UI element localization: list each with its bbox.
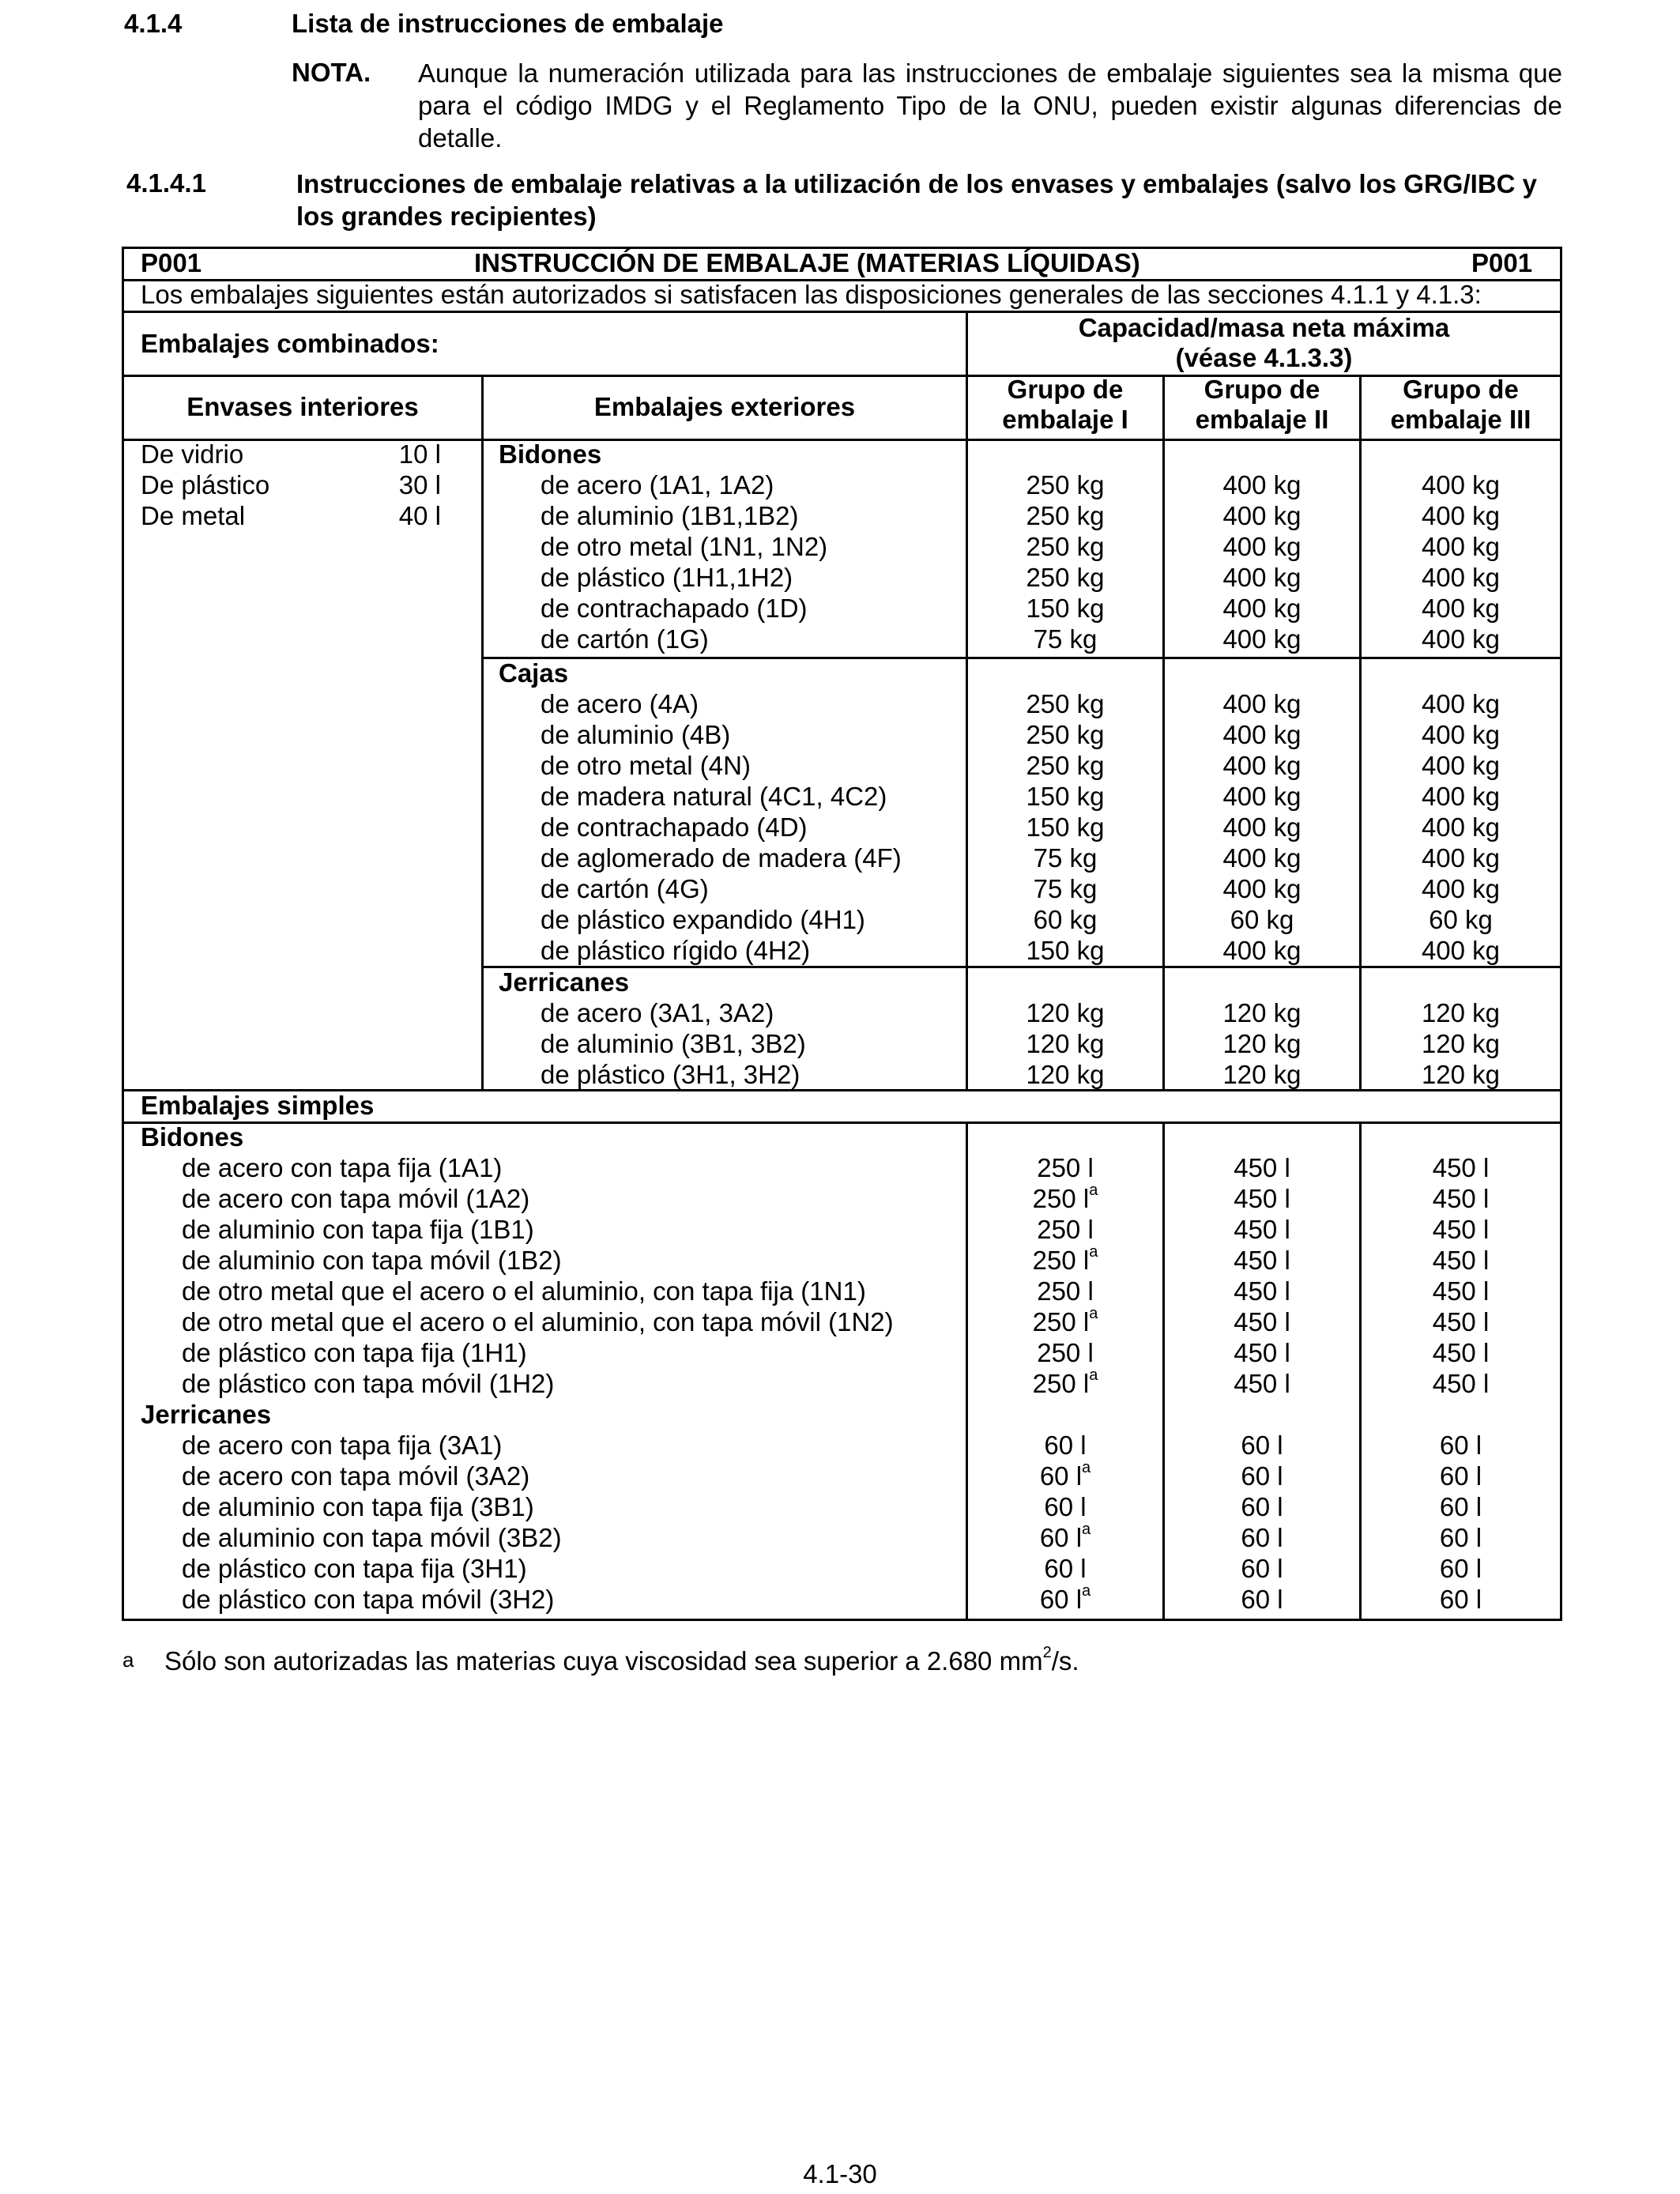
footnote-mark: a bbox=[122, 1648, 134, 1672]
max-net-mass-value: 250 kg bbox=[1026, 470, 1105, 499]
footnote-ref: a bbox=[1089, 1305, 1098, 1322]
max-net-mass-value: 150 kg bbox=[1026, 812, 1105, 842]
max-net-mass-value: 120 kg bbox=[1222, 1029, 1301, 1058]
footnote-ref: a bbox=[1089, 1182, 1098, 1199]
outer-packaging-row-label: de cartón (1G) bbox=[541, 624, 709, 654]
capacity-label: Capacidad/masa neta máxima bbox=[1078, 313, 1450, 342]
max-net-mass-value: 75 kg bbox=[1033, 624, 1098, 654]
max-net-mass-value: 400 kg bbox=[1421, 624, 1501, 654]
max-capacity-value: 60 $l^a$ bbox=[1039, 1521, 1091, 1552]
max-capacity-value: 450 l bbox=[1432, 1307, 1490, 1336]
max-net-mass-value: 60 kg bbox=[1033, 905, 1098, 934]
max-capacity-value: 250 l bbox=[1037, 1338, 1094, 1367]
outer-packaging-row-label: de plástico rígido (4H2) bbox=[541, 936, 811, 965]
group-header-line2: embalaje II bbox=[1195, 405, 1329, 434]
single-packaging-row-label: de aluminio con tapa fija (3B1) bbox=[182, 1492, 534, 1521]
outer-section-heading: Jerricanes bbox=[499, 967, 630, 997]
max-net-mass-value: 400 kg bbox=[1421, 812, 1501, 842]
max-net-mass-value: 150 kg bbox=[1026, 936, 1105, 965]
outer-section-heading: Cajas bbox=[499, 658, 569, 688]
single-packaging-row-label: de acero con tapa fija (3A1) bbox=[182, 1431, 503, 1460]
max-net-mass-value: 400 kg bbox=[1222, 594, 1301, 623]
max-net-mass-value: 400 kg bbox=[1421, 843, 1501, 873]
inner-packaging-name: De plástico bbox=[141, 470, 270, 499]
max-net-mass-value: 75 kg bbox=[1033, 843, 1098, 873]
max-net-mass-value: 120 kg bbox=[1421, 1060, 1501, 1089]
max-capacity-value: 60 l bbox=[1044, 1431, 1087, 1460]
max-capacity-value: 60 l bbox=[1439, 1554, 1482, 1583]
max-net-mass-value: 250 kg bbox=[1026, 501, 1105, 530]
max-net-mass-value: 250 kg bbox=[1026, 563, 1105, 592]
max-capacity-value: 450 l bbox=[1234, 1276, 1290, 1306]
inner-packaging-capacity: 30 l bbox=[398, 470, 441, 499]
max-capacity-value: 250 l bbox=[1037, 1153, 1094, 1182]
max-net-mass-value: 400 kg bbox=[1222, 874, 1301, 903]
single-packagings-label: Embalajes simples bbox=[141, 1091, 375, 1120]
outer-packaging-row-label: de aluminio (4B) bbox=[541, 720, 731, 749]
outer-packaging-row-label: de plástico (1H1,1H2) bbox=[541, 563, 793, 592]
max-net-mass-value: 120 kg bbox=[1421, 998, 1501, 1027]
subsection-number: 4.1.4.1 bbox=[126, 168, 206, 198]
max-capacity-value: 450 l bbox=[1234, 1307, 1290, 1336]
max-capacity-value: 60 l bbox=[1044, 1492, 1087, 1521]
max-capacity-value: 60 $l^a$ bbox=[1039, 1459, 1091, 1491]
max-capacity-value: 450 l bbox=[1432, 1184, 1490, 1213]
single-packaging-row-label: de plástico con tapa móvil (1H2) bbox=[182, 1369, 555, 1398]
nota-text: Aunque la numeración utilizada para las instrucciones de embalaje siguientes sea la misma que para el código IMDG y el Reglamento Tipo de la ONU, pueden existir algunas diferencias de detalle. bbox=[418, 58, 1562, 153]
max-net-mass-value: 120 kg bbox=[1026, 998, 1105, 1027]
inner-packaging-name: De metal bbox=[141, 501, 246, 530]
max-net-mass-value: 400 kg bbox=[1222, 563, 1301, 592]
max-net-mass-value: 400 kg bbox=[1222, 501, 1301, 530]
outer-packaging-row-label: de aluminio (1B1,1B2) bbox=[541, 501, 799, 530]
page-number: 4.1-30 bbox=[803, 2159, 877, 2188]
max-capacity-value: 450 l bbox=[1234, 1215, 1290, 1244]
max-capacity-value: 250 $l^a$ bbox=[1032, 1182, 1098, 1213]
single-packaging-row-label: de aluminio con tapa móvil (1B2) bbox=[182, 1246, 562, 1275]
outer-packaging-row-label: de acero (3A1, 3A2) bbox=[541, 998, 774, 1027]
max-net-mass-value: 120 kg bbox=[1222, 998, 1301, 1027]
single-packaging-row-label: de acero con tapa móvil (3A2) bbox=[182, 1461, 530, 1491]
max-capacity-value: 450 l bbox=[1234, 1184, 1290, 1213]
max-capacity-value: 450 l bbox=[1432, 1246, 1490, 1275]
max-net-mass-value: 400 kg bbox=[1421, 874, 1501, 903]
max-capacity-value: 60 l bbox=[1241, 1585, 1283, 1614]
outer-packagings-header: Embalajes exteriores bbox=[593, 392, 856, 421]
max-net-mass-value: 400 kg bbox=[1222, 470, 1301, 499]
single-packaging-row-label: de aluminio con tapa fija (1B1) bbox=[182, 1215, 534, 1244]
footnote-ref: a bbox=[1082, 1521, 1091, 1538]
single-packaging-row-label: de aluminio con tapa móvil (3B2) bbox=[182, 1523, 562, 1552]
max-net-mass-value: 400 kg bbox=[1222, 812, 1301, 842]
max-capacity-value: 450 l bbox=[1234, 1246, 1290, 1275]
group-header-line2: embalaje III bbox=[1390, 405, 1531, 434]
max-capacity-value: 450 l bbox=[1234, 1153, 1290, 1182]
outer-packaging-row-label: de contrachapado (4D) bbox=[541, 812, 808, 842]
max-net-mass-value: 400 kg bbox=[1421, 936, 1501, 965]
outer-packaging-row-label: de aluminio (3B1, 3B2) bbox=[541, 1029, 806, 1058]
outer-packaging-row-label: de contrachapado (1D) bbox=[541, 594, 808, 623]
max-net-mass-value: 400 kg bbox=[1222, 689, 1301, 718]
max-capacity-value: 450 l bbox=[1432, 1215, 1490, 1244]
max-capacity-value: 250 l bbox=[1037, 1215, 1094, 1244]
max-net-mass-value: 400 kg bbox=[1421, 720, 1501, 749]
outer-packaging-row-label: de otro metal (4N) bbox=[541, 751, 751, 780]
section-title: Lista de instrucciones de embalaje bbox=[292, 9, 724, 38]
inner-packaging-capacity: 10 l bbox=[398, 439, 441, 469]
group-header-line1: Grupo de bbox=[1203, 375, 1320, 404]
section-number: 4.1.4 bbox=[124, 9, 183, 38]
footnote-ref: a bbox=[1082, 1459, 1091, 1476]
group-header-line1: Grupo de bbox=[1007, 375, 1124, 404]
outer-packaging-row-label: de cartón (4G) bbox=[541, 874, 709, 903]
max-net-mass-value: 400 kg bbox=[1421, 470, 1501, 499]
group-header-line2: embalaje I bbox=[1002, 405, 1128, 434]
outer-packaging-row-label: de acero (4A) bbox=[541, 689, 699, 718]
max-capacity-value: 60 l bbox=[1439, 1492, 1482, 1521]
max-net-mass-value: 75 kg bbox=[1033, 874, 1098, 903]
single-packaging-row-label: de acero con tapa móvil (1A2) bbox=[182, 1184, 530, 1213]
max-net-mass-value: 400 kg bbox=[1421, 563, 1501, 592]
max-net-mass-value: 400 kg bbox=[1421, 501, 1501, 530]
max-capacity-value: 450 l bbox=[1432, 1276, 1490, 1306]
nota-label: NOTA. bbox=[292, 58, 371, 87]
max-capacity-value: 450 l bbox=[1234, 1338, 1290, 1367]
max-net-mass-value: 400 kg bbox=[1421, 751, 1501, 780]
single-packaging-row-label: de plástico con tapa móvil (3H2) bbox=[182, 1585, 555, 1614]
footnote-ref: a bbox=[1089, 1243, 1098, 1261]
single-section-heading: Jerricanes bbox=[141, 1400, 272, 1429]
subsection-title: Instrucciones de embalaje relativas a la utilización de los envases y embalajes (salvo los GRG/IBC y los grandes recipientes) bbox=[296, 169, 1537, 231]
inner-packaging-name: De vidrio bbox=[141, 439, 244, 469]
outer-packaging-row-label: de otro metal (1N1, 1N2) bbox=[541, 532, 828, 561]
single-packaging-row-label: de otro metal que el acero o el aluminio, con tapa móvil (1N2) bbox=[182, 1307, 894, 1336]
max-capacity-value: 60 l bbox=[1241, 1492, 1283, 1521]
max-capacity-value: 450 l bbox=[1432, 1369, 1490, 1398]
max-net-mass-value: 250 kg bbox=[1026, 532, 1105, 561]
max-capacity-value: 250 l bbox=[1037, 1276, 1094, 1306]
outer-packaging-row-label: de acero (1A1, 1A2) bbox=[541, 470, 774, 499]
max-net-mass-value: 400 kg bbox=[1222, 532, 1301, 561]
max-net-mass-value: 400 kg bbox=[1222, 720, 1301, 749]
max-net-mass-value: 400 kg bbox=[1421, 532, 1501, 561]
outer-section-heading: Bidones bbox=[499, 439, 602, 469]
max-net-mass-value: 400 kg bbox=[1222, 624, 1301, 654]
max-net-mass-value: 120 kg bbox=[1026, 1029, 1105, 1058]
max-net-mass-value: 120 kg bbox=[1421, 1029, 1501, 1058]
max-capacity-value: 60 l bbox=[1044, 1554, 1087, 1583]
max-net-mass-value: 400 kg bbox=[1421, 782, 1501, 811]
instruction-code-left: P001 bbox=[141, 248, 202, 277]
max-capacity-value: 60 $l^a$ bbox=[1039, 1582, 1091, 1614]
max-capacity-value: 60 l bbox=[1439, 1523, 1482, 1552]
single-section-heading: Bidones bbox=[141, 1122, 244, 1152]
max-capacity-value: 60 l bbox=[1241, 1554, 1283, 1583]
max-net-mass-value: 400 kg bbox=[1222, 782, 1301, 811]
footnote-text: Sólo son autorizadas las materias cuya viscosidad sea superior a 2.680 $mm^2/s$. bbox=[164, 1644, 1079, 1676]
outer-packaging-row-label: de aglomerado de madera (4F) bbox=[541, 843, 902, 873]
table-intro: Los embalajes siguientes están autorizados si satisfacen las disposiciones generales de las secciones 4.1.1 y 4.1.3: bbox=[141, 280, 1482, 309]
instruction-title: INSTRUCCIÓN DE EMBALAJE (MATERIAS LÍQUIDAS) bbox=[474, 248, 1140, 277]
max-capacity-value: 60 l bbox=[1439, 1431, 1482, 1460]
footnote-ref: a bbox=[1082, 1582, 1091, 1600]
max-net-mass-value: 150 kg bbox=[1026, 594, 1105, 623]
max-net-mass-value: 60 kg bbox=[1429, 905, 1493, 934]
outer-packaging-row-label: de plástico (3H1, 3H2) bbox=[541, 1060, 800, 1089]
max-capacity-value: 60 l bbox=[1241, 1461, 1283, 1491]
max-net-mass-value: 400 kg bbox=[1222, 936, 1301, 965]
max-net-mass-value: 120 kg bbox=[1026, 1060, 1105, 1089]
single-packaging-row-label: de acero con tapa fija (1A1) bbox=[182, 1153, 503, 1182]
max-net-mass-value: 120 kg bbox=[1222, 1060, 1301, 1089]
max-capacity-value: 250 $l^a$ bbox=[1032, 1367, 1098, 1398]
max-capacity-value: 60 l bbox=[1241, 1523, 1283, 1552]
max-capacity-value: 250 $l^a$ bbox=[1032, 1243, 1098, 1275]
single-packaging-row-label: de plástico con tapa fija (3H1) bbox=[182, 1554, 527, 1583]
group-header-line1: Grupo de bbox=[1403, 375, 1519, 404]
max-net-mass-value: 400 kg bbox=[1222, 751, 1301, 780]
max-net-mass-value: 400 kg bbox=[1421, 594, 1501, 623]
max-capacity-value: 450 l bbox=[1432, 1338, 1490, 1367]
max-capacity-value: 60 l bbox=[1439, 1585, 1482, 1614]
max-capacity-value: 450 l bbox=[1432, 1153, 1490, 1182]
single-packaging-row-label: de plástico con tapa fija (1H1) bbox=[182, 1338, 527, 1367]
inner-packagings-header: Envases interiores bbox=[186, 392, 419, 421]
instruction-code-right: P001 bbox=[1471, 248, 1533, 277]
max-capacity-value: 450 l bbox=[1234, 1369, 1290, 1398]
inner-packaging-capacity: 40 l bbox=[398, 501, 441, 530]
max-net-mass-value: 60 kg bbox=[1230, 905, 1294, 934]
capacity-ref: (véase 4.1.3.3) bbox=[1175, 343, 1353, 372]
max-net-mass-value: 250 kg bbox=[1026, 720, 1105, 749]
max-net-mass-value: 150 kg bbox=[1026, 782, 1105, 811]
max-net-mass-value: 400 kg bbox=[1421, 689, 1501, 718]
max-net-mass-value: 250 kg bbox=[1026, 689, 1105, 718]
max-net-mass-value: 250 kg bbox=[1026, 751, 1105, 780]
max-capacity-value: 60 l bbox=[1241, 1431, 1283, 1460]
outer-packaging-row-label: de madera natural (4C1, 4C2) bbox=[541, 782, 887, 811]
single-packaging-row-label: de otro metal que el acero o el aluminio, con tapa fija (1N1) bbox=[182, 1276, 866, 1306]
max-capacity-value: 250 $l^a$ bbox=[1032, 1305, 1098, 1336]
max-capacity-value: 60 l bbox=[1439, 1461, 1482, 1491]
max-net-mass-value: 400 kg bbox=[1222, 843, 1301, 873]
outer-packaging-row-label: de plástico expandido (4H1) bbox=[541, 905, 865, 934]
combined-packagings-label: Embalajes combinados: bbox=[141, 329, 439, 358]
footnote-ref: a bbox=[1089, 1367, 1098, 1384]
